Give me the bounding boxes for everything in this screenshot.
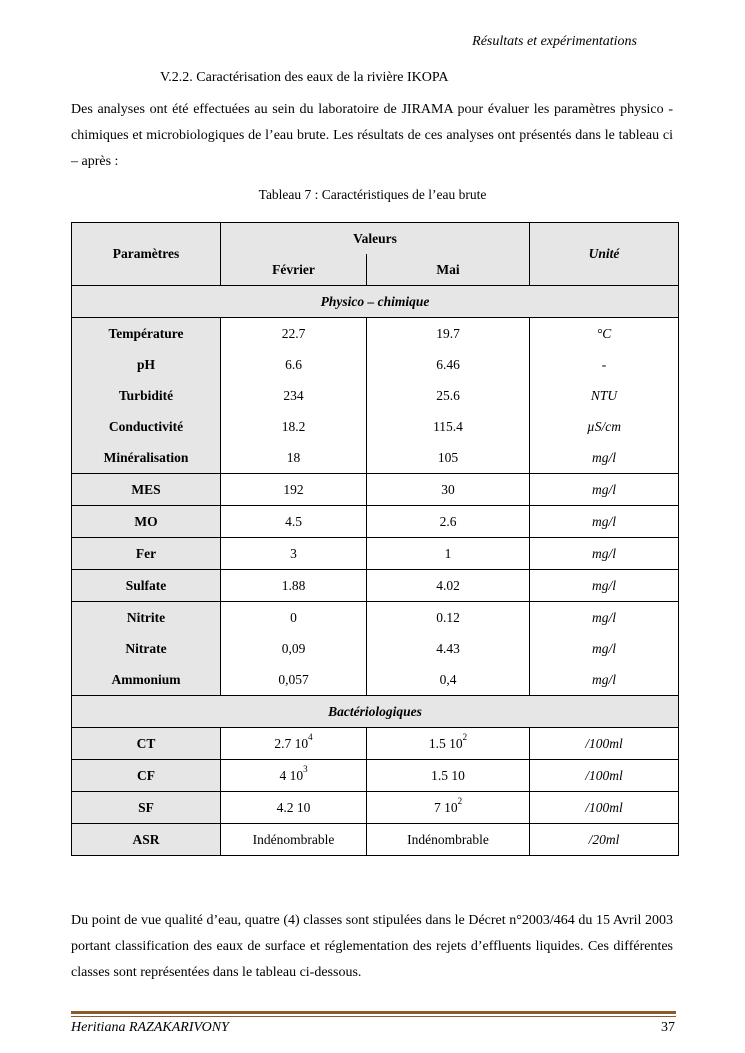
table-row — [72, 760, 679, 792]
value-feb-cell: 0,09 — [221, 633, 367, 664]
unit-cell: mg/l — [530, 570, 679, 602]
param-cell: MES — [72, 474, 221, 506]
value-base: Indénombrable — [252, 831, 335, 847]
header-unite: Unité — [530, 223, 679, 286]
param-cell: SF — [72, 792, 221, 824]
table-row — [72, 380, 679, 411]
param-cell: Nitrate — [72, 633, 221, 664]
value-may-cell: 0,4 — [367, 664, 530, 696]
footer-rule — [71, 1011, 676, 1014]
header-valeurs: Valeurs — [221, 223, 530, 255]
param-cell: Minéralisation — [72, 442, 221, 474]
unit-cell: mg/l — [530, 474, 679, 506]
table-row — [72, 318, 679, 350]
unit-cell: - — [530, 349, 679, 380]
param-cell: pH — [72, 349, 221, 380]
value-may-cell: 25.6 — [367, 380, 530, 411]
value-exponent: 2 — [457, 796, 463, 806]
value-feb-cell: 18.2 — [221, 411, 367, 442]
value-exponent: 2 — [462, 732, 468, 742]
table-row — [72, 570, 679, 602]
param-cell: Nitrite — [72, 602, 221, 634]
value-feb-cell — [221, 728, 367, 760]
unit-cell: /100ml — [530, 760, 679, 792]
unit-cell: mg/l — [530, 633, 679, 664]
value-feb-cell: 192 — [221, 474, 367, 506]
unit-cell: mg/l — [530, 602, 679, 634]
value-base: 7 10 — [433, 799, 458, 815]
footer-rule-thin — [71, 1016, 676, 1017]
param-cell: Sulfate — [72, 570, 221, 602]
value-base: 4 10 — [279, 767, 304, 783]
table-row — [72, 633, 679, 664]
param-cell: CT — [72, 728, 221, 760]
header-fevrier: Février — [221, 254, 367, 286]
param-cell: Fer — [72, 538, 221, 570]
table-row — [72, 792, 679, 824]
value-may-cell — [367, 728, 530, 760]
table-row — [72, 602, 679, 634]
value-may-cell — [367, 792, 530, 824]
value-may-cell: 105 — [367, 442, 530, 474]
value-base: 2.7 10 — [274, 735, 309, 751]
water-characteristics-table — [71, 222, 679, 856]
table-row — [72, 538, 679, 570]
value-may-cell: 1 — [367, 538, 530, 570]
unit-cell: NTU — [530, 380, 679, 411]
value-feb-cell: 0,057 — [221, 664, 367, 696]
table-row — [72, 506, 679, 538]
param-cell: Turbidité — [72, 380, 221, 411]
value-may-cell: 30 — [367, 474, 530, 506]
table-row — [72, 728, 679, 760]
value-base: Indénombrable — [407, 831, 489, 847]
param-cell: MO — [72, 506, 221, 538]
section-physico: Physico – chimique — [72, 286, 679, 318]
value-may-cell: 0.12 — [367, 602, 530, 634]
value-base: 4.2 10 — [276, 799, 311, 815]
table-row — [72, 411, 679, 442]
value-may-cell: 2.6 — [367, 506, 530, 538]
footer-author: Heritiana RAZAKARIVONY — [71, 1020, 229, 1035]
value-base: 1.5 10 — [431, 767, 465, 783]
param-cell: ASR — [72, 824, 221, 856]
section-bacterio: Bactériologiques — [72, 696, 679, 728]
value-feb-cell: 6.6 — [221, 349, 367, 380]
unit-cell: mg/l — [530, 506, 679, 538]
value-may-cell: 4.02 — [367, 570, 530, 602]
conclusion-paragraph: Du point de vue qualité d’eau, quatre (4) classes sont stipulées dans le Décret n°2003/464 du 15 Avril 2003 portant classification des eaux de surface et réglementation des rejets d’effluents liquides. Ces différentes classes sont représentées dans le tableau ci-dessous. — [71, 913, 673, 980]
unit-cell: µS/cm — [530, 411, 679, 442]
running-header: Résultats et expérimentations — [472, 34, 637, 49]
intro-paragraph: Des analyses ont été effectuées au sein du laboratoire de JIRAMA pour évaluer les paramètres physico - chimiques et microbiologiques de l’eau brute. Les résultats de ces analyses ont présentés dans le tableau ci – après : — [71, 102, 673, 169]
param-cell: Ammonium — [72, 664, 221, 696]
value-exponent: 3 — [303, 764, 308, 774]
value-feb-cell: 1.88 — [221, 570, 367, 602]
value-feb-cell: 4.5 — [221, 506, 367, 538]
value-feb-cell: 18 — [221, 442, 367, 474]
value-base: 1.5 10 — [428, 735, 463, 751]
unit-cell: /100ml — [530, 728, 679, 760]
value-feb-cell: 3 — [221, 538, 367, 570]
value-feb-cell — [221, 760, 367, 792]
table-row — [72, 349, 679, 380]
value-feb-cell: 22.7 — [221, 318, 367, 350]
param-cell: Température — [72, 318, 221, 350]
value-may-cell: 4.43 — [367, 633, 530, 664]
value-feb-cell: 234 — [221, 380, 367, 411]
param-cell: CF — [72, 760, 221, 792]
value-exponent: 4 — [308, 732, 313, 742]
table-row — [72, 474, 679, 506]
value-feb-cell — [221, 792, 367, 824]
unit-cell: °C — [530, 318, 679, 350]
page-number: 37 — [661, 1020, 675, 1035]
value-may-cell: 19.7 — [367, 318, 530, 350]
value-feb-cell: 0 — [221, 602, 367, 634]
table-row — [72, 824, 679, 856]
unit-cell: /20ml — [530, 824, 679, 856]
value-may-cell: 115.4 — [367, 411, 530, 442]
value-may-cell — [367, 760, 530, 792]
value-may-cell — [367, 824, 530, 856]
unit-cell: mg/l — [530, 664, 679, 696]
table-row — [72, 664, 679, 696]
section-title: V.2.2. Caractérisation des eaux de la rivière IKOPA — [160, 70, 449, 85]
value-may-cell: 6.46 — [367, 349, 530, 380]
param-cell: Conductivité — [72, 411, 221, 442]
table-caption: Tableau 7 : Caractéristiques de l’eau brute — [258, 187, 487, 202]
unit-cell: mg/l — [530, 538, 679, 570]
header-parametres: Paramètres — [72, 223, 221, 286]
unit-cell: /100ml — [530, 792, 679, 824]
unit-cell: mg/l — [530, 442, 679, 474]
table-row — [72, 442, 679, 474]
header-mai: Mai — [367, 254, 530, 286]
value-feb-cell — [221, 824, 367, 856]
